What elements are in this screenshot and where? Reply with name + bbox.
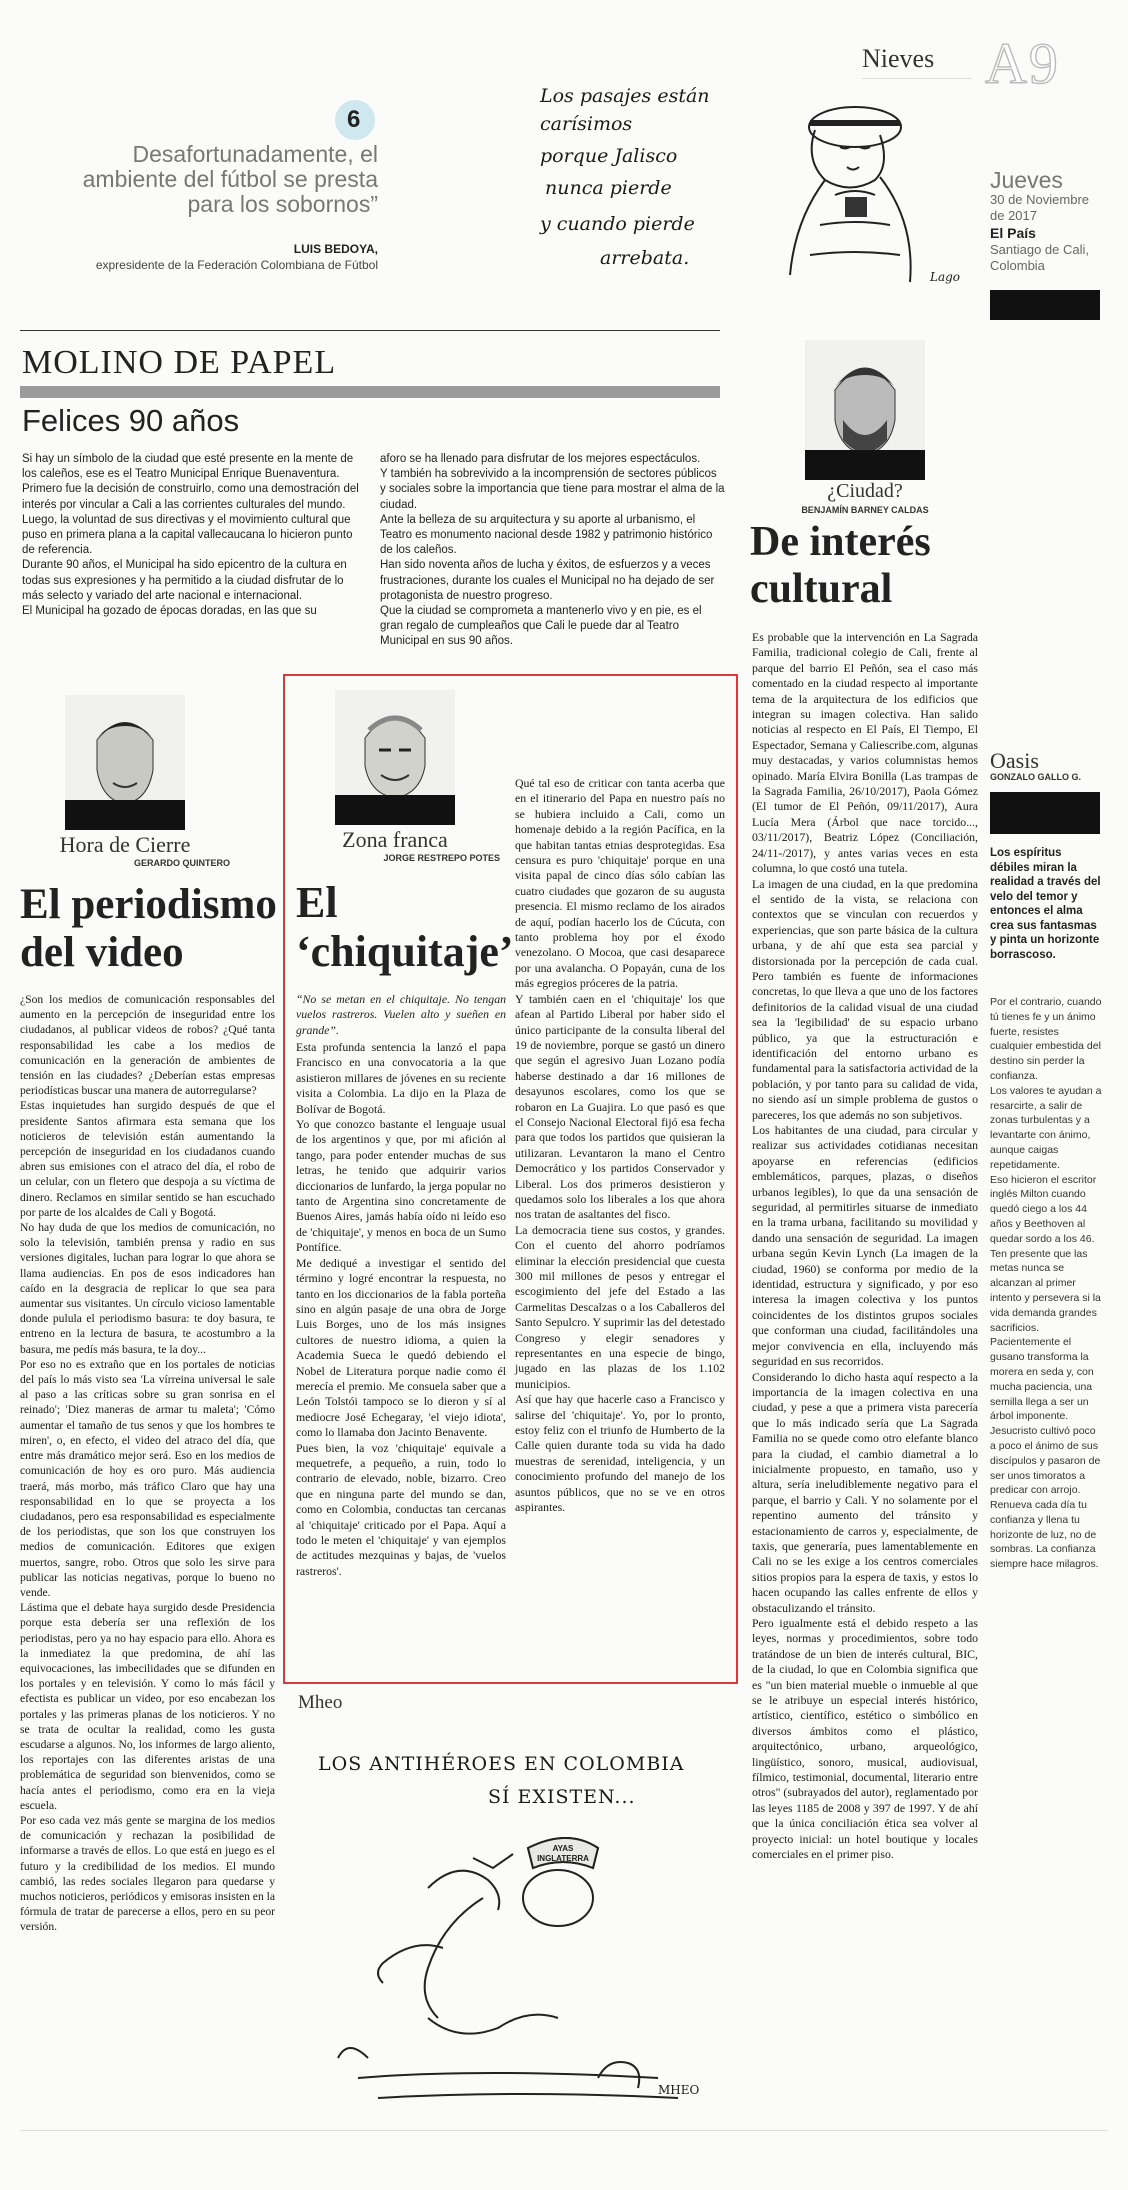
barney-portrait-bar <box>805 450 925 480</box>
hora-section-title: Hora de Cierre <box>59 832 191 857</box>
cartoon-caption-line: carísimos <box>540 113 633 135</box>
oasis-title: Oasis <box>990 748 1039 773</box>
cartoon-top <box>530 85 970 295</box>
mheo-caption-line: LOS ANTIHÉROES EN COLOMBIA <box>318 1753 685 1775</box>
mheo-signature: MHEO <box>658 2083 700 2097</box>
ciudad-headline-2: cultural <box>750 566 893 612</box>
cartoon-caption-line: arrebata. <box>600 247 690 269</box>
zona-section-title: Zona franca <box>342 827 448 852</box>
zona-headline-2: ‘chiquitaje’ <box>296 927 514 976</box>
hora-author: GERARDO QUINTERO <box>133 858 230 868</box>
day-label: Jueves <box>990 167 1063 193</box>
section-title-molino: MOLINO DE PAPEL <box>22 344 337 381</box>
bottom-rule <box>20 2130 1108 2131</box>
molino-headline: Felices 90 años <box>22 403 240 438</box>
header-rule <box>862 78 972 79</box>
header-dark-block <box>990 290 1100 320</box>
oasis-lead: Los espíritus débiles miran la realidad a través del velo del temor y entonces el alma crea sus fantasmas y pinta un horizonte borrascoso. <box>990 847 1101 961</box>
molino-title-rule <box>20 330 720 331</box>
hora-headline-1: El periodismo <box>20 881 277 928</box>
mheo-drawing <box>298 1818 738 2118</box>
cartoon-caption-line: y cuando pierde <box>540 213 695 235</box>
cartoon-caption-line: Los pasajes están <box>540 85 710 107</box>
zona-body-col-1: Esta profunda sentencia la lanzó el papa Francisco en una convocatoria a la que asistieron millares de jóvenes en su reciente visita a Colombia. La dijo en la Plaza de Bolívar de Bogotá. Yo que conozco bastante el lenguaje usual de los argentinos y que, por mi afición al tango, para poder entender muchas de sus letras, he tenido que adquirir varios diccionarios de lunfardo, la jerga popular no tanto de Argentina sino concretamente de Buenos Aires, jamás había oído ni leído eso de 'chiquitaje', y menos en boca de un Sumo Pontífice. Me dediqué a investigar el sentido del término y logré encontrar la respuesta, no tanto en los diccionarios de la fabla porteña sino en algún pasaje de una obra de Jorge Luis Borges, uno de los más insignes cultores de nuestro idioma, a quien la Academia Sueca le quedó debiendo el Nobel de Literatura porque nadie como él merecía el premio. Me consuela saber que a León Tolstói tampoco se lo dieron y sí al mediocre José Echegaray, 'el viejo idiota', como lo llamaba don Jacinto Benavente. Pues bien, la voz 'chiquitaje' equivale a mequetrefe, a pequeño, a ruin, todo lo contrario de elevado, noble, bizarro. Creo que en ninguna parte del mundo se dan, como en Colombia, conductas tan cercanas al 'chiquitaje' criticado por el Papa. Aquí a todo le meten el 'chiquitaje' y van ejemplos de actitudes mezquinas y bajas, de 'vuelos rastreros'. <box>296 1040 506 1578</box>
section-name: Nieves <box>862 44 935 73</box>
mheo-cartoon <box>298 1718 738 2118</box>
zona-body-col-2: Qué tal eso de criticar con tanta acerba que en el itinerario del Papa en nuestro país no se hubiera incluido a Cali, como un homenaje debido a la región Pacífica, en la que habitan tantas etnias desprotegidas. Esa censura es puro 'chiquitaje' porque en una visita papal de cinco días sólo cabían las cuatro ciudades que gozaron de su augusta presencia. El mismo reclamo de los airados de aquí, podían hacerlo los de Cúcuta, con tanto problema hoy por el éxodo venezolano. O Mocoa, que casi desaparece por una avalancha. O Popayán, cuna de los más egregios próceres de la patria. Y también caen en el 'chiquitaje' los que afean al Partido Liberal por haber sido el único participante de la consulta liberal del 19 de noviembre, porque se gastó un dinero que según el agresivo Juan Lozano podía haberse destinado a dar 16 millones de desayunos escolares, como los que se robaron en La Guajira. Lo que pasó es que el Consejo Nacional Electoral fijó esa fecha para que todos los partidos que quisieran la utilizaran. Levantaron la mano el Centro Democrático y los partidos Conservador y Liberal. Los dos primeros desistieron y quedamos solo los liberales a los que ahora nos tratan de asaltantes del fisco. La democracia tiene sus costos, y grandes. Con el cuento del ahorro podríamos eliminar la elección presidencial que cuesta 300 mil millones de pesos y entregar el escogimiento del jefe del Estado a las Carmelitas Descalzas o a los Caballeros del Santo Sepulcro. Y suprimir las del detestado Congreso y elegir senadores y representantes en una especie de bingo, jugado en las plazas de los 1.102 municipios. Así que hay que hacerle caso a Francisco y salirse del 'chiquitaje'. Yo, por lo pronto, estoy feliz con el triunfo de Humberto de la Calle quien durante toda su vida ha dado muestras de serenidad, inteligencia, y un conocimiento profundo del manejo de los asuntos públicos, que no se ve en otros aspirantes. <box>515 776 725 1515</box>
hora-headline-2: del video <box>20 929 184 976</box>
zona-author: JORGE RESTREPO POTES <box>383 853 500 863</box>
quote-text: Desafortunadamente, el ambiente del fútbol se presta para los sobornos” <box>82 141 378 217</box>
zona-lead: “No se metan en el chiquitaje. No tengan vuelos rastreros. Vuelen alto y sueñen en grande”. <box>296 992 506 1037</box>
page-number: A9 <box>985 31 1060 96</box>
mheo-sign-label: AYAS INGLATERRA <box>537 1844 589 1863</box>
cartoon-signature: Lago <box>930 270 961 284</box>
molino-gray-bar <box>20 386 720 398</box>
cartoon-caption-line: nunca pierde <box>545 177 672 199</box>
oasis-author: GONZALO GALLO G. <box>990 772 1081 782</box>
molino-text-col-2: aforo se ha llenado para disfrutar de los mejores espectáculos. Y también ha sobrevivido a la incomprensión de sectores públicos y sociales sobre la importancia que tiene para mostrar el alma de la ciudad. Ante la belleza de su arquitectura y su aporte al urbanismo, el Teatro es monumento nacional desde 1982 y patrimonio histórico de los caleños. Han sido noventa años de lucha y éxitos, de esfuerzos y a veces frustraciones, durante los cuales el Municipal no ha dejado de ser protagonista de nuestro progreso. Que la ciudad se comprometa a mantenerlo vivo y en pie, es el gran regalo de cumpleaños que Cali le puede dar al Teatro Municipal en sus 90 años. <box>380 453 725 648</box>
quote-author: LUIS BEDOYA, <box>293 242 378 256</box>
quote-author-role: expresidente de la Federación Colombiana de Fútbol <box>95 258 378 272</box>
zona-headline-1: El <box>296 878 338 927</box>
date-block <box>990 168 1100 274</box>
cartoon-caption-line: porque Jalisco <box>540 145 678 167</box>
ciudad-kicker: ¿Ciudad? <box>827 480 903 502</box>
ciudad-headline-1: De interés <box>750 519 931 565</box>
cartoon-woman-drawing <box>755 85 955 285</box>
quote-number: 6 <box>347 106 361 133</box>
hora-body: ¿Son los medios de comunicación responsables del aumento en la percepción de inseguridad entre los ciudadanos, al publicar videos de robos? ¿Qué tanta responsabilidad les cabe a los medios de comunicación en la generación de ambientes de tensión en las ciudades? ¿Deberían estas empresas periodísticas buscar una manera de autorregularse? Estas inquietudes han surgido después de que el presidente Santos afirmara esta semana que los noticieros de televisión están aumentando la percepción de inseguridad en los ciudadanos cuando abren sus emisiones con el atraco del día, el robo de un celular, con un fletero que despoja a su víctima de dinero. Reclamos en similar sentido se han escuchado por parte de los alcaldes de Cali y Bogotá. No hay duda de que los medios de comunicación, no solo la televisión, también prensa y radio en sus versiones digitales, luchan para lograr lo que ahora se llama audiencias. En pos de esos indicadores han caído en la desgracia de replicar lo que sea para aumentar sus visitantes. Un círculo vicioso lamentable donde pulula el periodismo basura: te doy basura, te entreno en la lectura de basura, te acostumbro a la basura, me pedís más basura, te la doy... Por eso no es extraño que en los portales de noticias del país lo más visto sea 'La vírreina universal le sale al paso a las críticas sobre su gran sonrisa en el reinado'; 'Diez maneras de armar tu maleta'; 'Cómo aumentar el tamaño de tus senos y que los hombres te miren', o, en efecto, el video del atraco del día, que entre más dramático mejor será. Eso en los medios de comunicación de hoy es oro puro. Más audiencia traerá, más morbo, más tráfico Claro que hay una responsabilidad en lo que se proyecta a los ciudadanos, pero esa responsabilidad es especialmente de los periodistas, que son los que construyen los medios de comunicación. Editores que exigen muertos, sangre, robo. Otros que solo les sirve para publicar las noticias negativas, porque lo bueno no vende. Lástima que el debate haya surgido desde Presidencia porque esta debería ser una reflexión de los periodistas, pero ya no hay espacio para ello. Ahora es la inmediatez la que predomina, de ahí las equivocaciones, las imbecilidades que se difunden en los portales y en televisión. Y como lo más fácil y efectista es publicar un video, por eso encabezan los portales y las primeras planas de los noticieros. Y no se trata de ocultar la realidad, como les gusta escudarse a algunos. No, los informes de largo aliento, los reportajes con las diferentes aristas de una problemática de seguridad son bienvenidos, como se hacía antes el periodismo, como era en la vieja escuela. Por eso cada vez más gente se margina de los medios de comunicación y rechazan la posibilidad de informarse a través de ellos. Lo que está en juego es el futuro y la credibilidad de los medios. El mundo cambió, las redes sociales llegaron para quedarse y muchos noticieros, periódicos y emisoras insisten en la fórmula de tratar de parecerse a ellos, pero en su peor versión. <box>20 993 276 1934</box>
quote-number-badge <box>335 100 375 140</box>
mheo-title: Mheo <box>298 1692 343 1713</box>
paper-name: El País <box>990 225 1036 241</box>
restrepo-portrait-bar <box>335 795 455 825</box>
quintero-portrait-bar <box>65 800 185 830</box>
city-label: Santiago de Cali, Colombia <box>990 242 1090 273</box>
ciudad-author: BENJAMÍN BARNEY CALDAS <box>801 505 929 515</box>
oasis-dark-bar <box>990 792 1100 834</box>
oasis-body: Por el contrario, cuando tú tienes fe y un ánimo fuerte, resistes cualquier embestida del destino sin perder la confianza. Los valores te ayudan a resarcirte, a salir de zonas turbulentas y a levantarte con ánimo, aunque caigas repetidamente. Eso hicieron el escritor inglés Milton cuando quedó ciego a los 44 años y Beethoven al quedar sordo a los 46. Ten presente que las metas nunca se alcanzan al primer intento y persevera si la vida demanda grandes sacrificios. Pacientemente el gusano transforma la morera en seda y, con mucha paciencia, una semilla llega a ser un árbol imponente. Jesucristo cultivó poco a poco el ánimo de sus discípulos y pasaron de ser unos timoratos a predicar con arrojo. Renueva cada día tu confianza y llena tu horizonte de luz, no de sombras. La confianza siempre hace milagros. <box>990 996 1102 1571</box>
molino-text-col-1: Si hay un símbolo de la ciudad que esté presente en la mente de los caleños, ese es el Teatro Municipal Enrique Buenaventura. Primero fue la decisión de construirlo, como una demostración del interés por vincular a Cali a las corrientes culturales del mundo. Luego, la voluntad de sus directivas y el movimiento cultural que puso en primera plana a la capital vallecaucana lo hicieron punto de referencia. Durante 90 años, el Municipal ha sido epicentro de la cultura en todas sus expresiones y ha permitido a la ciudad disfrutar de lo más selecto y variado del arte nacional e internacional. El Municipal ha gozado de épocas doradas, en las que su <box>22 453 359 618</box>
ciudad-body: Es probable que la intervención en La Sagrada Familia, tradicional colegio de Cali, frente al parque del barrio El Peñón, sea el caso más comentado en la ciudad respecto al importante tema de la arquitectura de los edificios que integran su imagen colectiva. Han salido noticias al respecto en El País, El Tiempo, El Espectador, Semana y Caliescribe.com, algunas muy destacadas, y varios columnistas hemos opinado. María Elvira Bonilla (Las trampas de la Sagrada Familia, 26/10/2017), Paola Gómez (El tumor de El Peñón, 09/11/2017), Aura Lucía Mera (Árbol que nace torcido..., 03/11/2017), Beatriz López (Conciliación, 24/11-/2017), y antes varias veces en esta columna, lo que costó una tutela. La imagen de una ciudad, en la que predomina el sentido de la vista, se relaciona con contextos que se vinculan con recuerdos y experiencias, que son parte básica de la cultura urbana, y de ahí que esta sea parcial y distorsionada por la percepción de cada cual. Pero también es fuente de informaciones concretas, lo que lleva a que uno de los factores definitorios de la calidad visual de una ciudad sea la 'legibilidad' de su espacio urbano público, ya que la estructuración e identificación del entorno urbano es fundamental para la satisfactoria actividad de la población, y por tanto para su calidad de vida, no siendo así un simple problema de gustos o pareceres, los que además no son subjetivos. Los habitantes de una ciudad, para circular y realizar sus actividades cotidianas necesitan apoyarse en referencias (edificios emblemáticos, parques, plazas, o diseños urbanos legibles), lo que da una sensación de seguridad, al permitirles situarse de inmediato en la trama urbana, facilitando su movilidad y dando una sensación de seguridad. La imagen urbana según Kevin Lynch (La imagen de la ciudad, 1960) se conforma por medio de la identidad, estructura y significado, y por eso interesa la imagen colectiva y los puntos coincidentes de los distintos grupos sociales que conforman una ciudad, facilitándoles una mejor convivencia en ella, incluyendo más seguridad en sus recorridos. Considerando lo dicho hasta aquí respecto a la importancia de la imagen colectiva en una ciudad, y pese a que a primera vista parecería que lo más indicado sería que La Sagrada Familia no se quede como otro elefante blanco para la ciudad, el cambio diametral a lo inicialmente propuesto, en tamaño, uso y altura, sería ineludiblemente negativo para el parque, el barrio y Cali. Y no solamente por el repentino aumento del tránsito y estacionamiento de carros y, especialmente, de taxis, que generaría, pues lamentablemente en Cali no se les exige a los centros comerciales sitios propios para la espera de taxis, y estos lo hacen ocupando las calles enfrente de ellos y obstaculizando el tránsito. Pero igualmente está el debido respeto a las leyes, normas y procedimientos, sobre todo tratándose de un bien de interés cultural, BIC, de la ciudad, lo que en Colombia significa que es "un bien material mueble o inmueble al que se le atribuye un especial interés histórico, artístico, científico, estético o simbólico en diversos ámbitos como el plástico, arquitectónico, urbano, arqueológico, lingüístico, sonoro, musical, audiovisual, fílmico, testimonial, documental, literario entre otros" (subrayados del autor), reglamentado por las leyes 1185 de 2008 y 397 de 1997. Y de ahí que la única conciliación ética sea volver al proyecto inicial: un hotel boutique y locales comerciales en el primer piso. <box>752 630 978 1862</box>
date-label: 30 de Noviembre de 2017 <box>990 192 1089 223</box>
mheo-caption-line: SÍ EXISTEN... <box>488 1786 636 1808</box>
